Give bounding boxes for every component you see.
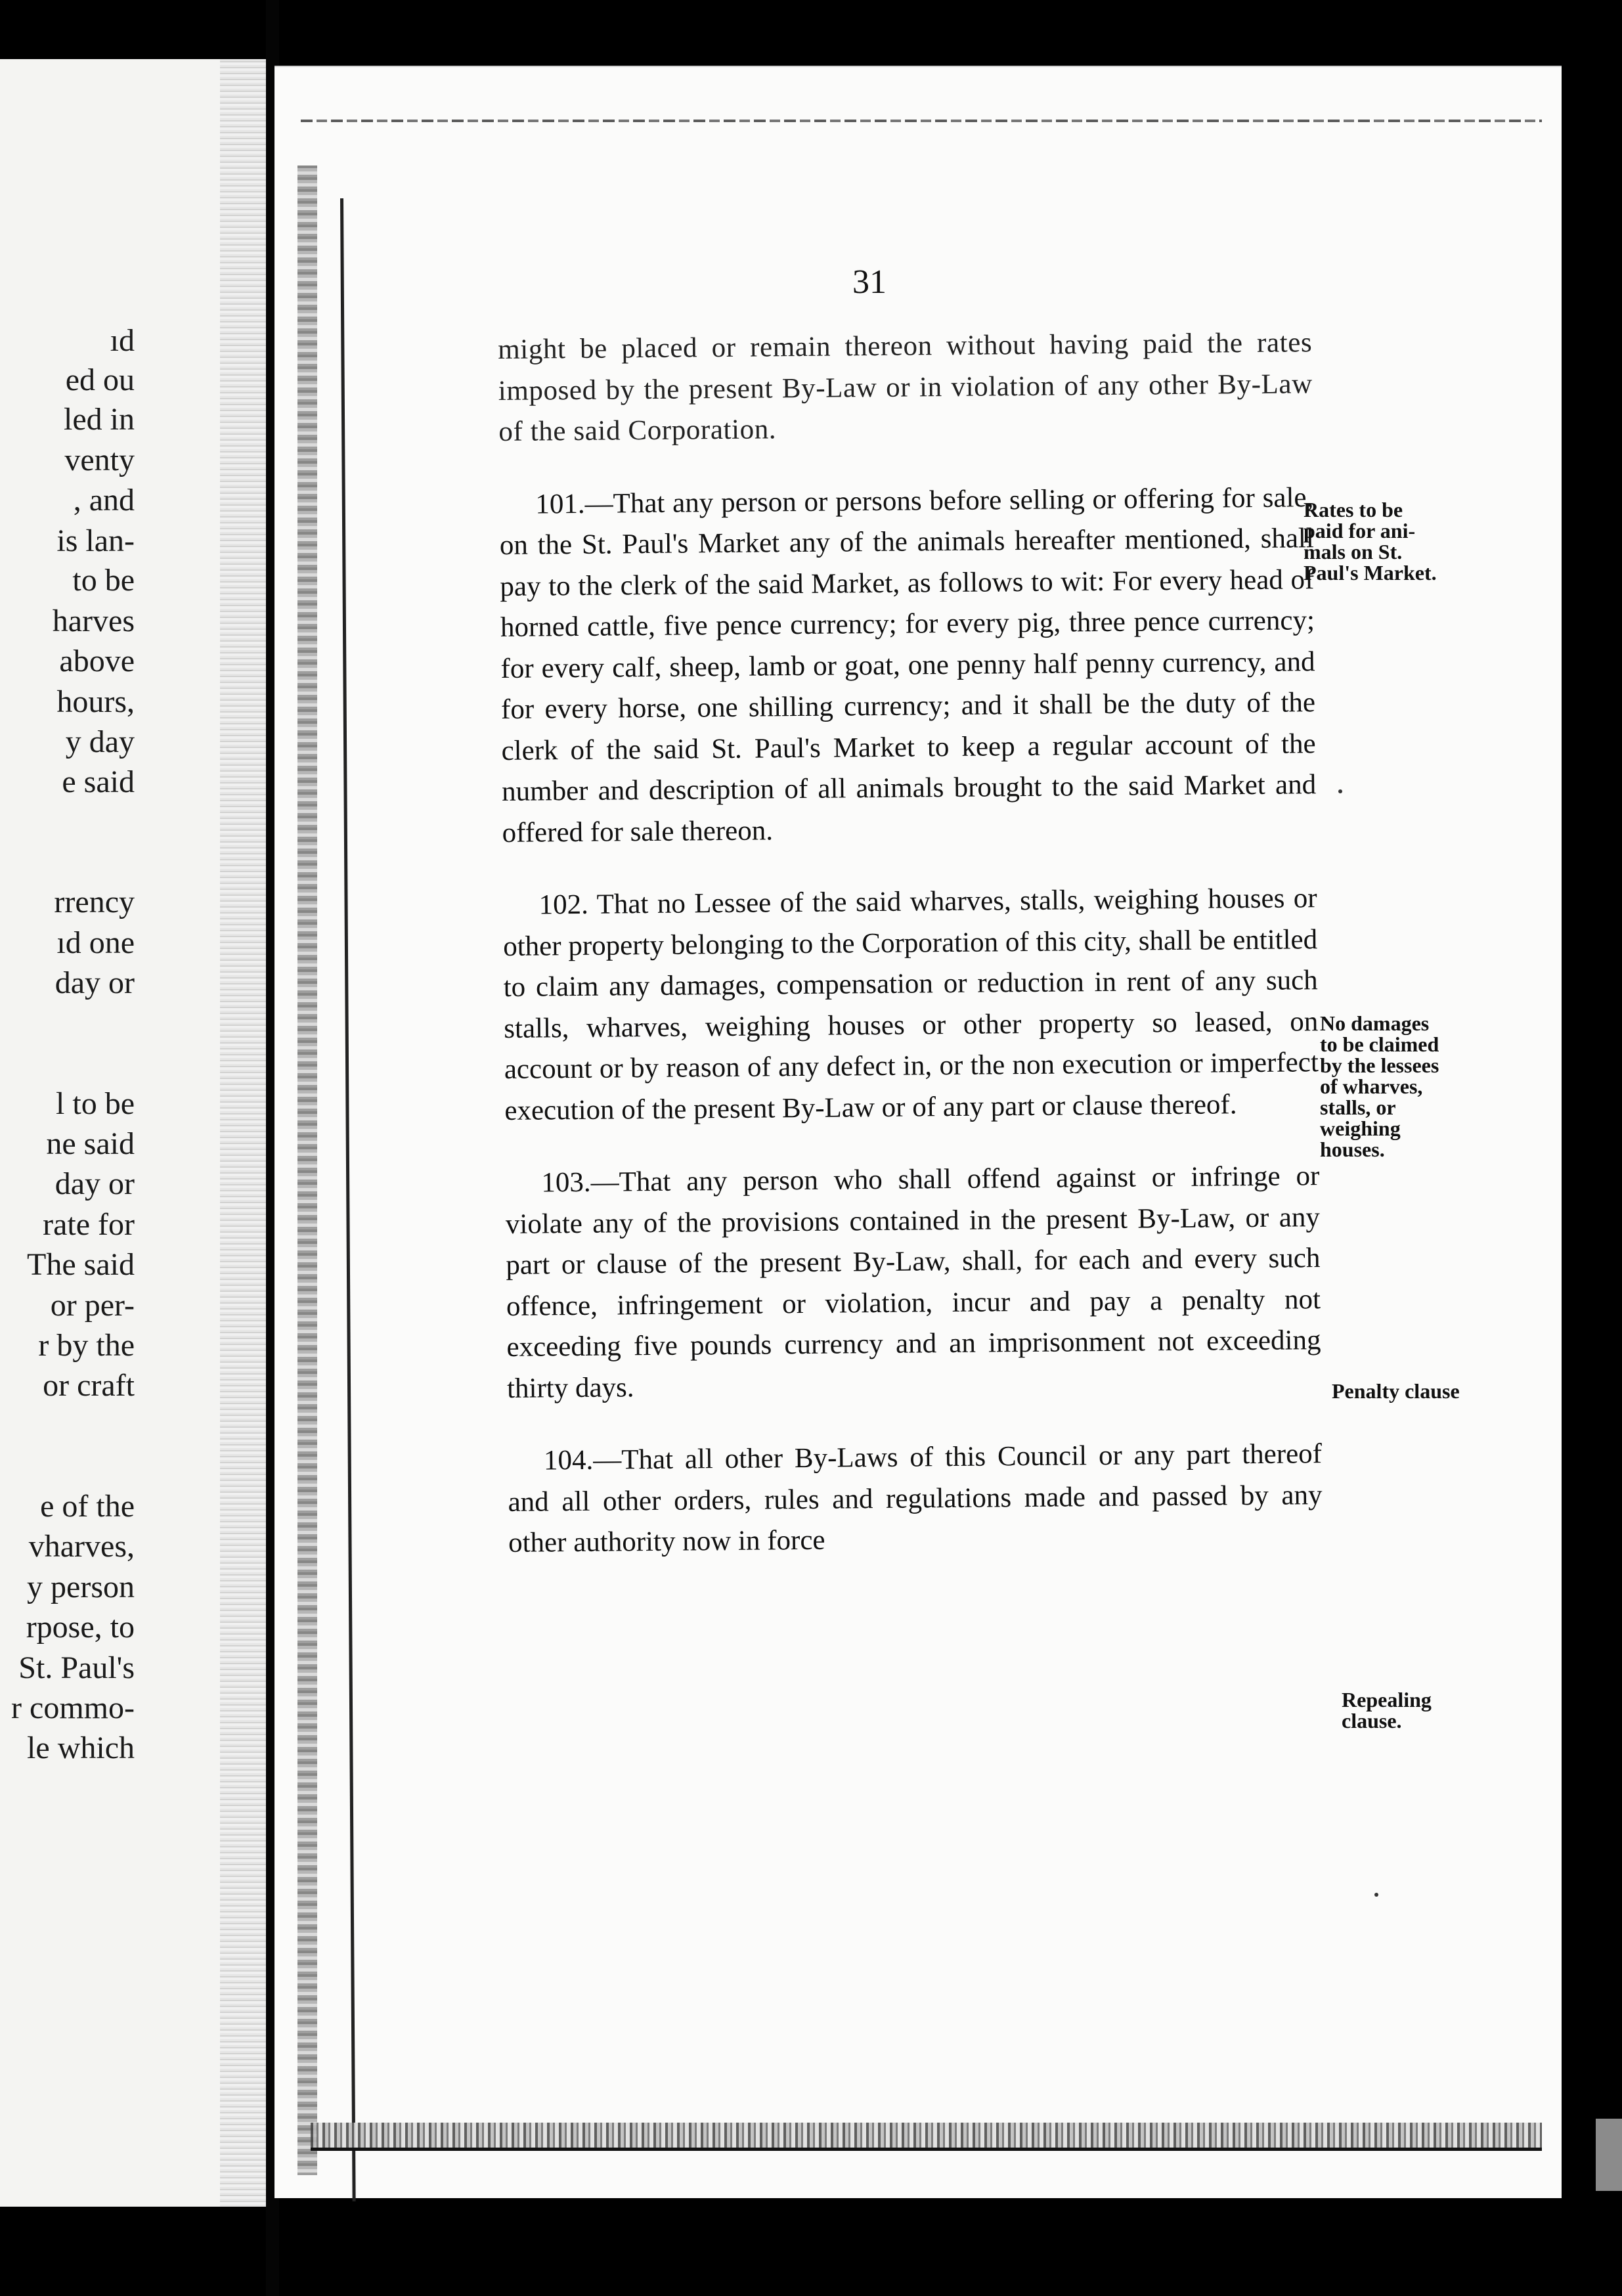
paragraph-section-102: 102. That no Lessee of the said wharves, stalls, weighing houses or other property belonging to the Corporation of this city, shall be entitled to claim any damages, compensation or reduction in rent of any such stalls, wharves, weighing houses or other property so leased, on account or by reason of any defect in, or the non execution or imperfect execution of the present By-Law or of any part or clause thereof. [502, 883, 1319, 1126]
ink-speck [1374, 1893, 1378, 1897]
left-page-line: The said [27, 1247, 135, 1282]
margin-note-repealing [1342, 1689, 1432, 1731]
left-page-line: r commo- [11, 1690, 135, 1725]
left-page-line: above [59, 644, 135, 678]
left-page-line: ed ou [65, 363, 135, 397]
margin-note-no-damages [1320, 1013, 1439, 1160]
right-background [1562, 0, 1622, 2296]
top-rule [301, 120, 1542, 122]
paragraph-continuation: might be placed or remain thereon without having paid the rates imposed by the present By-Law or in violation of any other By-Law of the said Corporation. [498, 327, 1313, 447]
left-page-line: day or [55, 965, 135, 1000]
left-page-line: y day [65, 724, 135, 759]
left-page-line: venty [64, 443, 135, 477]
body-text [498, 322, 1323, 1564]
left-facing-page [0, 59, 268, 2207]
left-page-line: , and [73, 483, 135, 518]
left-page-line: e of the [40, 1489, 135, 1524]
page-left-line [340, 198, 356, 2201]
margin-note-line: Rates to be [1304, 498, 1403, 521]
left-page-line: rate for [43, 1207, 135, 1242]
main-page [274, 66, 1562, 2198]
left-page-line: ıd one [56, 925, 135, 960]
left-page-line: l to be [56, 1086, 135, 1121]
margin-note-line: stalls, or [1320, 1095, 1396, 1119]
page-number: 31 [852, 263, 887, 301]
margin-note-line: mals on St. [1304, 540, 1403, 563]
paragraph-section-103: 103.—That any person who shall offend against or infringe or violate any of the provisions contained in the present By-Law, or any part or clause of the present By-Law, shall, for each and every such offence, infringement or violation, incur and pay a penalty not exceeding five pounds currency and an imprisonment not exceeding thirty days. [505, 1160, 1321, 1404]
left-page-line: or per- [50, 1288, 135, 1323]
left-page-line: rrency [54, 885, 135, 919]
margin-note-line: clause. [1342, 1709, 1402, 1733]
paragraph-section-101: 101.—That any person or persons before selling or offering for sale, on the St. Paul's Market any of the animals hereafter mentioned, shall pay to the clerk of the said Market, as follows to wit: For every head of horned cattle, five pence currency; for every pig, three pence currency; for every calf, sheep, lamb or goat, one penny half penny currency, and for every horse, one shilling currency; and it shall be the duty of the clerk of the said St. Paul's Market to keep a regular account of the number and description of all animals brought to the said Market and offered for sale thereon. [499, 481, 1317, 849]
left-page-line: harves [52, 604, 135, 638]
margin-note-line: Repealing [1342, 1688, 1432, 1711]
left-page-line: to be [72, 563, 135, 598]
bottom-rule [311, 2123, 1542, 2149]
corner-blot [1596, 2119, 1622, 2191]
left-page-line: or craft [43, 1368, 135, 1403]
left-page-line: ne said [46, 1126, 135, 1161]
margin-note-line: No damages [1320, 1011, 1430, 1035]
margin-note-line: to be claimed [1320, 1032, 1439, 1056]
margin-note-line: by the lessees [1320, 1053, 1439, 1077]
margin-note-line: weighing [1320, 1116, 1401, 1140]
margin-note-penalty [1332, 1380, 1460, 1402]
ink-speck [1338, 789, 1342, 793]
left-page-line: rpose, to [26, 1610, 135, 1645]
left-page-line: e said [62, 764, 135, 799]
page-left-edge [297, 166, 317, 2175]
margin-note-rates [1304, 499, 1437, 583]
paragraph-section-104: 104.—That all other By-Laws of this Council or any part thereof and all other orders, rules and regulations made and passed by any other authority now in force [508, 1438, 1323, 1558]
margin-note-line: Penalty clause [1332, 1379, 1460, 1403]
left-page-line: le which [27, 1731, 135, 1765]
left-page-line: is lan- [56, 523, 135, 558]
margin-note-line: Paul's Market. [1304, 561, 1437, 585]
margin-note-line: houses. [1320, 1137, 1385, 1161]
left-page-line: y person [27, 1570, 135, 1604]
margin-note-line: paid for ani- [1304, 519, 1416, 542]
left-page-line: St. Paul's [18, 1650, 135, 1685]
page-edge-grain [220, 59, 266, 2207]
left-page-line: r by the [38, 1328, 135, 1363]
left-page-line: hours, [56, 684, 135, 719]
left-page-line: ıd [110, 323, 135, 358]
left-page-text [0, 59, 135, 2207]
left-page-line: vharves, [28, 1529, 135, 1564]
margin-note-line: of wharves, [1320, 1074, 1423, 1098]
left-page-line: led in [64, 402, 135, 437]
bottom-line [311, 2148, 1542, 2151]
left-page-line: day or [55, 1166, 135, 1201]
